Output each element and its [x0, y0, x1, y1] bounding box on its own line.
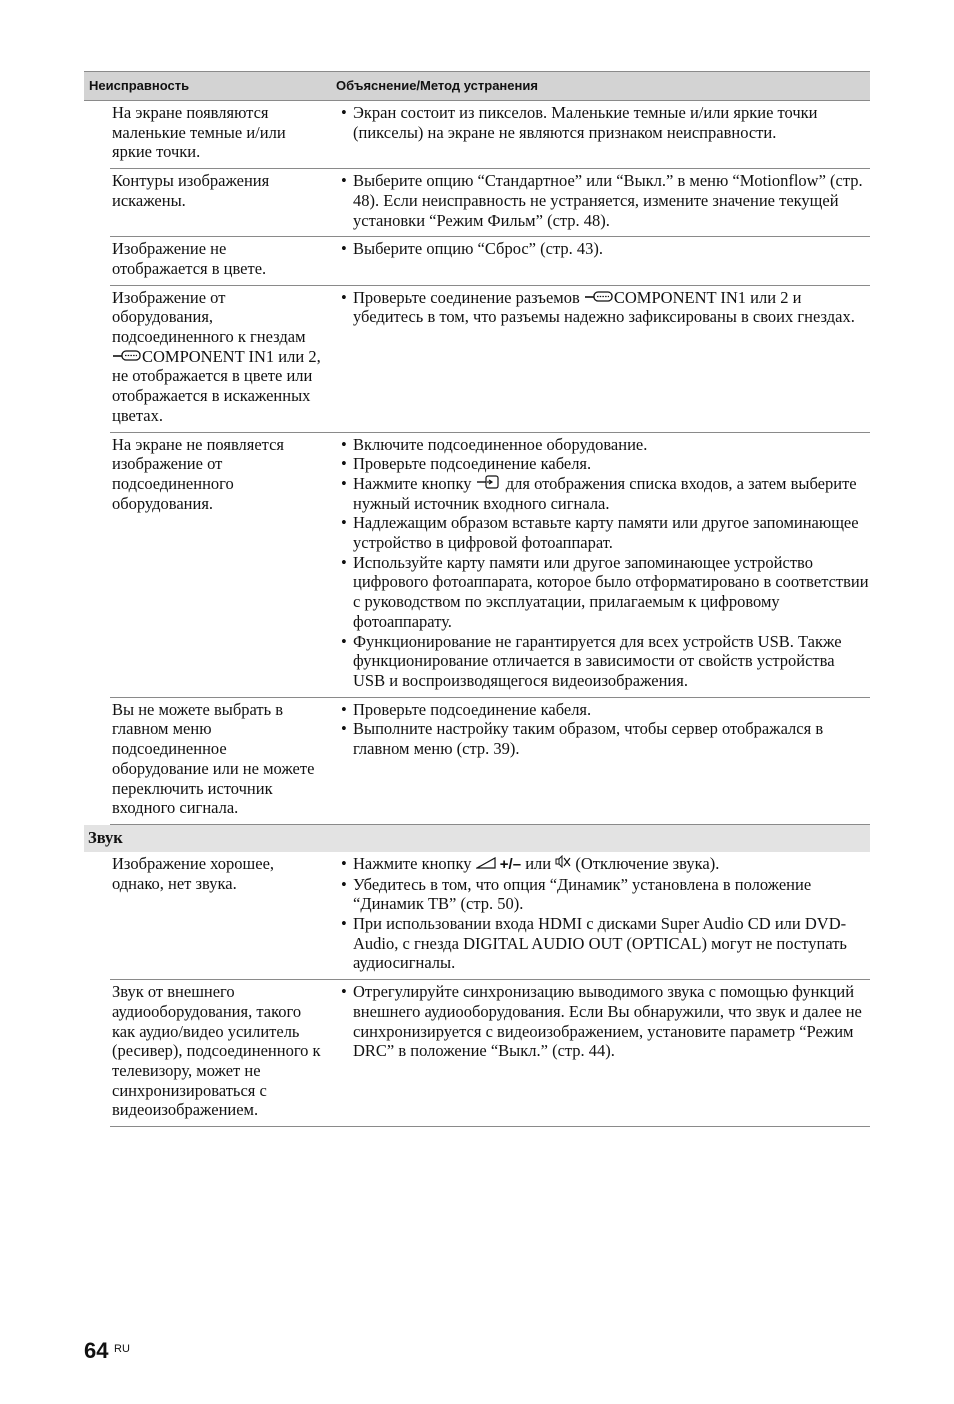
solution-bullet: • Экран состоит из пикселов. Маленькие темные и/или яркие точки (пикселы) на экране не являются признаком неисправности. [341, 103, 870, 142]
solution-bullet: • Надлежащим образом вставьте карту памяти или другое запоминающее устройство в цифровой фотоаппарат. [341, 513, 870, 552]
language-code: RU [114, 1343, 130, 1355]
section-header-sound [84, 825, 870, 852]
problem-cell: Вы не можете выбрать в главном меню подсоединенное оборудование или не можете переключить источник входного сигнала. [112, 699, 315, 818]
header-solution: Объяснение/Метод устранения [336, 78, 538, 93]
table-row [110, 169, 870, 237]
bullet-text: для отображения списка входов, а затем выберите нужный источник входного сигнала. [353, 473, 857, 513]
header-problem: Неисправность [89, 78, 190, 93]
solution-cell [329, 433, 870, 697]
section-title: Звук [88, 827, 123, 847]
solution-bullet: • Проверьте подсоединение кабеля. [341, 454, 870, 474]
problem-cell: Изображение не отображается в цвете. [112, 239, 267, 278]
component-input-icon [584, 290, 614, 303]
table-row [110, 852, 870, 980]
solution-bullet: • Включите подсоединенное оборудование. [341, 435, 870, 455]
solution-bullet: • Используйте карту памяти или другое запоминающее устройство цифрового фотоаппарата, которое было отформатировано в соответствии с руководством по эксплуатации, прилагаемым к цифровому фотоаппарату. [341, 553, 870, 632]
page-number: 64 [84, 1338, 109, 1363]
solution-cell [329, 698, 870, 824]
solution-bullet: • При использовании входа HDMI с дисками Super Audio CD или DVD-Audio, с гнезда DIGITAL AUDIO OUT (OPTICAL) могут не поступать аудиосигналы. [341, 914, 870, 973]
solution-cell [329, 286, 870, 432]
solution-bullet: • Проверьте подсоединение кабеля. [341, 700, 870, 720]
problem-cell [110, 286, 329, 432]
component-input-icon [112, 349, 142, 362]
problem-text: Изображение от оборудования, подсоединенного к гнездам [112, 287, 306, 347]
bullet-text: Нажмите кнопку [353, 853, 472, 873]
solution-bullet: • Выберите опцию “Сброс” (стр. 43). [341, 239, 870, 259]
solution-cell [329, 169, 870, 236]
solution-bullet: • Выполните настройку таким образом, чтобы сервер отображался в главном меню (стр. 39). [341, 719, 870, 758]
volume-icon [476, 857, 496, 869]
solution-bullet: • Убедитесь в том, что опция “Динамик” установлена в положение “Динамик ТВ” (стр. 50). [341, 875, 870, 914]
solution-bullet: • Функционирование не гарантируется для всех устройств USB. Также функционирование отличается в зависимости от свойств устройства USB и воспроизводящегося видеоизображения. [341, 632, 870, 691]
bullet-text: и убедитесь в том, что разъемы надежно зафиксированы в своих гнездах. [353, 287, 855, 327]
volume-label: +/– [499, 855, 522, 873]
problem-cell: На экране появляются маленькие темные и/или яркие точки. [112, 103, 286, 162]
solution-bullet: • Выберите опцию “Стандартное” или “Выкл.” в меню “Motionflow” (стр. 48). Если неисправность не устраняется, измените значение текущей установки “Режим Фильм” (стр. 48). [341, 171, 870, 230]
table-row [110, 698, 870, 825]
problem-label: COMPONENT IN1 [142, 346, 275, 366]
problem-cell: Контуры изображения искажены. [112, 171, 270, 210]
problem-cell: Звук от внешнего аудиооборудования, такого как аудио/видео усилитель (ресивер), подсоединенного к телевизору, может не синхронизироваться с видеоизображением. [112, 982, 321, 1120]
table-row [110, 433, 870, 698]
bullet-label: COMPONENT IN1 или 2 [613, 287, 789, 307]
troubleshooting-table [84, 71, 870, 1127]
bullet-text: или [525, 853, 552, 873]
mute-icon [555, 855, 571, 869]
bullet-text: Проверьте соединение разъемов [353, 287, 580, 307]
bullet-text: (Отключение звука). [575, 853, 720, 873]
bullet-text: Нажмите кнопку [353, 473, 472, 493]
table-row [110, 101, 870, 169]
solution-cell [329, 237, 870, 284]
solution-cell [329, 980, 870, 1126]
problem-text: или 2, не отображается в цвете или отображается в искаженных цветах. [112, 346, 321, 425]
input-select-icon [476, 475, 502, 489]
table-row [110, 237, 870, 285]
solution-bullet: • Отрегулируйте синхронизацию выводимого звука с помощью функций внешнего аудиооборудования. Если Вы обнаружили, что звук и далее не синхронизируется с видеоизображением, установите параметр “Режим DRC” в положение “Выкл.” (стр. 44). [341, 982, 870, 1061]
problem-cell: Изображение хорошее, однако, нет звука. [112, 853, 275, 893]
table-row [110, 980, 870, 1127]
solution-bullet [341, 288, 870, 327]
table-header [84, 71, 870, 101]
problem-cell: На экране не появляется изображение от подсоединенного оборудования. [112, 434, 284, 513]
solution-bullet [341, 854, 870, 875]
solution-cell [329, 852, 870, 979]
table-row [110, 286, 870, 433]
solution-cell [329, 101, 870, 168]
solution-bullet [341, 474, 870, 513]
